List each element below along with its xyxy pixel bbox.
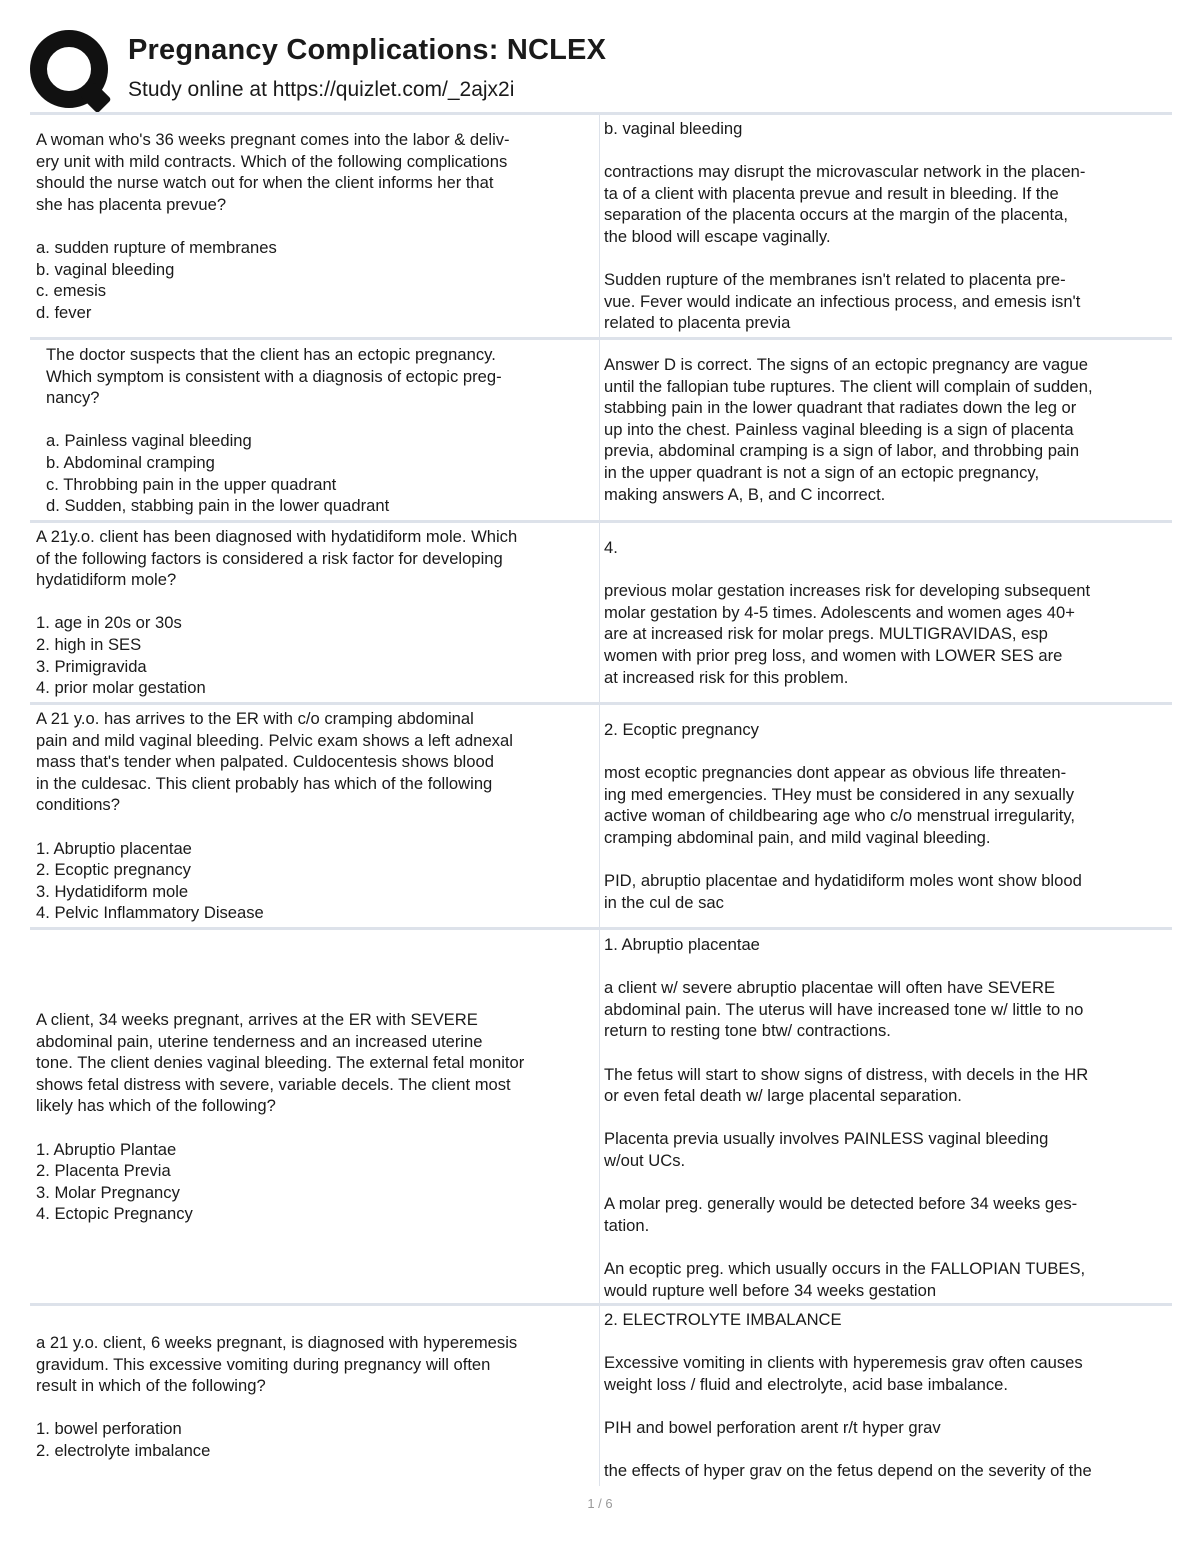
divider xyxy=(30,927,1172,930)
card-answer: 2. ELECTROLYTE IMBALANCE Excessive vomiting in clients with hyperemesis grav often causes weight loss / fluid and electrolyte, acid base imbalance. PIH and bowel perforation arent r/t hyper grav the effects of hyper grav on the fetus depend on the severity of the xyxy=(604,1310,1092,1481)
column-divider xyxy=(599,340,600,520)
column-divider xyxy=(599,115,600,337)
card-answer: Answer D is correct. The signs of an ectopic pregnancy are vague until the fallopian tube ruptures. The client will complain of sudden, stabbing pain in the lower quadrant that radiates down the leg or up into the chest. Painless vaginal bleeding is a sign of placenta previa, abdominal cramping is a sign of labor, and throbbing pain in the upper quadrant is not a sign of an ectopic pregnancy, making answers A, B, and C incorrect. xyxy=(604,355,1093,504)
page-title: Pregnancy Complications: NCLEX xyxy=(128,34,607,66)
divider xyxy=(30,112,1172,115)
card-question: A woman who's 36 weeks pregnant comes into the labor & deliv- ery unit with mild contracts. Which of the following complications should the nurse watch out for when the client informs her that she has placenta prevue? a. sudden rupture of membranes b. vaginal bleeding c. emesis d. fever xyxy=(36,130,510,322)
card-question: A 21 y.o. has arrives to the ER with c/o cramping abdominal pain and mild vaginal bleeding. Pelvic exam shows a left adnexal mass that's tender when palpated. Culdocentesis shows blood in the culdesac. This client probably has which of the following conditions? 1. Abruptio placentae 2. Ecoptic pregnancy 3. Hydatidiform mole 4. Pelvic Inflammatory Disease xyxy=(36,709,513,923)
card-question: a 21 y.o. client, 6 weeks pregnant, is diagnosed with hyperemesis gravidum. This excessive vomiting during pregnancy will often result in which of the following? 1. bowel perforation 2. electrolyte imbalance xyxy=(36,1333,518,1460)
card-question: A 21y.o. client has been diagnosed with hydatidiform mole. Which of the following factors is considered a risk factor for developing hydatidiform mole? 1. age in 20s or 30s 2. high in SES 3. Primigravida 4. prior molar gestation xyxy=(36,527,518,698)
card-question: The doctor suspects that the client has an ectopic pregnancy. Which symptom is consistent with a diagnosis of ectopic preg- nancy? a. Painless vaginal bleeding b. Abdominal cramping c. Throbbing pain in the upper quadrant d. Sudden, stabbing pain in the lower quadrant xyxy=(46,345,502,516)
column-divider xyxy=(599,523,600,702)
card-question: A client, 34 weeks pregnant, arrives at the ER with SEVERE abdominal pain, uterine tenderness and an increased uterine tone. The client denies vaginal bleeding. The external fetal monitor shows fetal distress with severe, variable decels. The client most likely has which of the following? 1. Abruptio Plantae 2. Placenta Previa 3. Molar Pregnancy 4. Ectopic Pregnancy xyxy=(36,1010,525,1224)
divider xyxy=(30,520,1172,523)
column-divider xyxy=(599,1306,600,1486)
page-number: 1 / 6 xyxy=(587,1496,613,1511)
divider xyxy=(30,1303,1172,1306)
card-answer: b. vaginal bleeding contractions may disrupt the microvascular network in the placen- ta of a client with placenta prevue and result in bleeding. If the separation of the placenta occurs at the margin of the placenta, the blood will escape vaginally. Sudden rupture of the membranes isn't related to placenta pre- vue. Fever would indicate an infectious process, and emesis isn't related to placenta previa xyxy=(604,119,1086,333)
header xyxy=(28,28,1178,110)
card-answer: 2. Ecoptic pregnancy most ecoptic pregnancies dont appear as obvious life threaten- ing med emergencies. THey must be considered in any sexually active woman of childbearing age who c/o menstrual irregularity, cramping abdominal pain, and mild vaginal bleeding. PID, abruptio placentae and hydatidiform moles wont show blood in the cul de sac xyxy=(604,720,1082,912)
card-answer: 1. Abruptio placentae a client w/ severe abruptio placentae will often have SEVERE abdominal pain. The uterus will have increased tone w/ little to no return to resting tone btw/ contractions. The fetus will start to show signs of distress, with decels in the HR or even fetal death w/ large placental separation. Placenta previa usually involves PAINLESS vaginal bleeding w/out UCs. A molar preg. generally would be detected before 34 weeks ges- tation. An ecoptic preg. which usually occurs in the FALLOPIAN TUBES, would rupture well before 34 weeks gestation xyxy=(604,935,1089,1300)
study-online-link[interactable]: Study online at https://quizlet.com/_2ajx2i xyxy=(128,78,515,101)
divider xyxy=(30,702,1172,705)
column-divider xyxy=(599,705,600,927)
column-divider xyxy=(599,930,600,1303)
divider xyxy=(30,337,1172,340)
card-answer: 4. previous molar gestation increases risk for developing subsequent molar gestation by 4-5 times. Adolescents and women ages 40+ are at increased risk for molar pregs. MULTIGRAVIDAS, esp women with prior preg loss, and women with LOWER SES are at increased risk for this problem. xyxy=(604,538,1091,687)
